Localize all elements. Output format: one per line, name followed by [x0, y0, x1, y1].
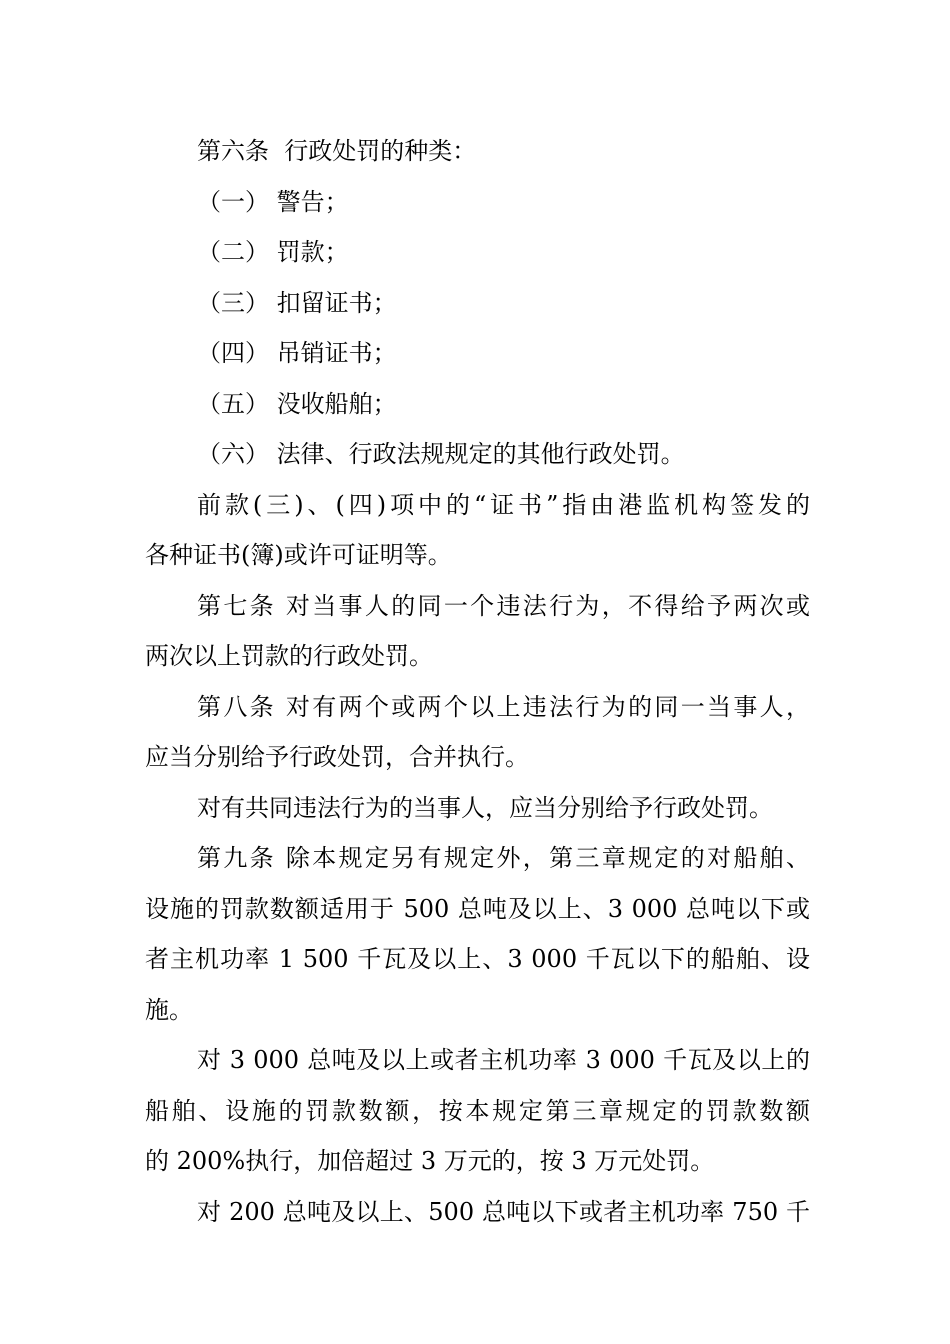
list-item: （五） 没收船舶； — [197, 389, 397, 418]
article-9-line: 施。 — [145, 995, 193, 1024]
paragraph-line: 对 200 总吨及以上、500 总吨以下或者主机功率 750 千 — [197, 1197, 810, 1226]
paragraph-line: 对 3 000 总吨及以上或者主机功率 3 000 千瓦及以上的 — [197, 1046, 810, 1074]
article-8-line: 第八条 对有两个或两个以上违法行为的同一当事人， — [197, 692, 810, 721]
article-9-line: 第九条 除本规定另有规定外，第三章规定的对船舶、 — [197, 844, 810, 872]
document-body — [145, 131, 810, 1242]
list-item: （二） 罚款； — [197, 238, 349, 266]
paragraph-line: 的 200%执行，加倍超过 3 万元的，按 3 万元处罚。 — [145, 1147, 715, 1175]
article-8-line: 应当分别给予行政处罚，合并执行。 — [145, 743, 529, 771]
list-item: （三） 扣留证书； — [197, 288, 397, 317]
article-9-line: 设施的罚款数额适用于 500 总吨及以上、3 000 总吨以下或 — [145, 894, 810, 923]
list-item: （六） 法律、行政法规规定的其他行政处罚。 — [197, 440, 685, 468]
paragraph-line: 对有共同违法行为的当事人，应当分别给予行政处罚。 — [197, 793, 773, 822]
paragraph-line: 前款(三)、(四)项中的“证书”指由港监机构签发的 — [197, 490, 810, 519]
paragraph-line: 船舶、设施的罚款数额，按本规定第三章规定的罚款数额 — [145, 1096, 810, 1125]
article-7-line: 第七条 对当事人的同一个违法行为，不得给予两次或 — [197, 591, 810, 620]
article-7-line: 两次以上罚款的行政处罚。 — [145, 642, 433, 670]
list-item: （四） 吊销证书； — [197, 339, 397, 367]
list-item: （一） 警告； — [197, 187, 349, 216]
paragraph-line: 各种证书(簿)或许可证明等。 — [145, 541, 452, 569]
article-9-line: 者主机功率 1 500 千瓦及以上、3 000 千瓦以下的船舶、设 — [145, 945, 810, 973]
article-6-heading: 第六条 行政处罚的种类： — [197, 137, 477, 165]
